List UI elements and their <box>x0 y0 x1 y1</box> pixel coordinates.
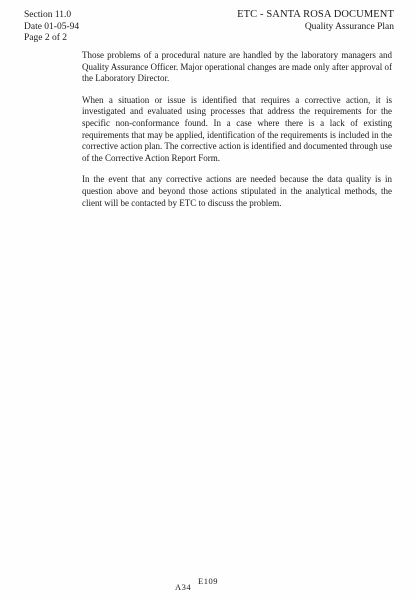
paragraph-1: Those problems of a procedural nature are handled by the laboratory managers and Quality Assurance Officer. Major operational changes are made only after approval of the Laboratory Director. <box>82 50 392 84</box>
paragraph-3: In the event that any corrective actions are needed because the data quality is in question above and beyond those actions stipulated in the analytical methods, the client will be contacted by ETC to discuss the problem. <box>82 174 392 208</box>
organization-title: ETC - SANTA ROSA DOCUMENT <box>237 9 394 20</box>
footer-page-number: A34 <box>175 582 192 592</box>
footer-code: E109 <box>198 576 218 586</box>
section-label: Section 11.0 <box>24 10 72 20</box>
header-left <box>24 10 79 45</box>
date-label: Date 01-05-94 <box>24 21 80 32</box>
body-text <box>82 50 392 219</box>
page-label: Page 2 of 2 <box>24 33 68 43</box>
header-right <box>237 9 394 33</box>
document-title: Quality Assurance Plan <box>304 22 394 32</box>
paragraph-2: When a situation or issue is identified that requires a corrective action, it is investigated and evaluated using processes that address the requirements for the specific non-conformance found. In a case where there is a lack of existing requirements that may be applied, identification of the requirements is included in the corrective action plan. The corrective action is identified and documented through use of the Corrective Action Report Form. <box>82 94 392 163</box>
